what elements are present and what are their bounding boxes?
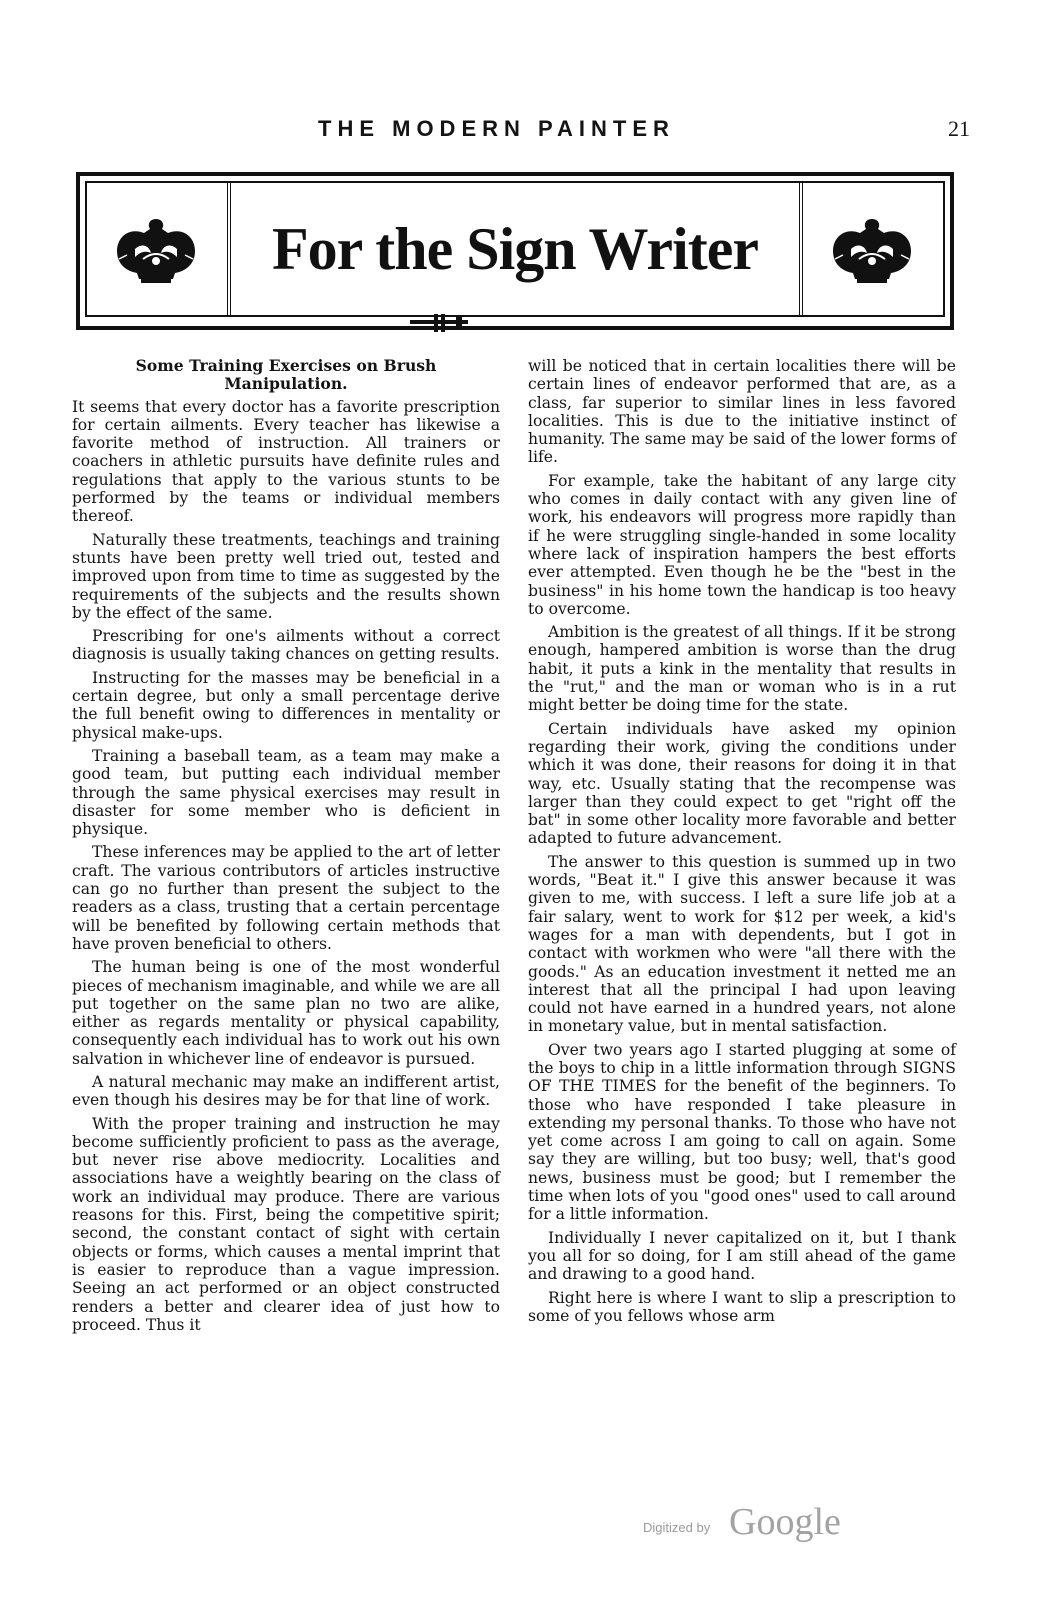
paragraph: will be noticed that in certain localities there will be certain lines of endeavor performed that are, as a class, far superior to similar lines in less favored localities. This is due to the initiative instinct of humanity. The same may be said of the lower forms of life. (528, 357, 956, 467)
paragraph: These inferences may be applied to the art of letter craft. The various contributors of articles instructive can go no further than present the subject to the readers as a class, trusting that a certain percentage will be benefited by following certain methods that have proven beneficial to others. (72, 843, 500, 953)
banner-frame (85, 181, 945, 317)
paragraph: The human being is one of the most wonderful pieces of mechanism imaginable, and while we are all put together on the same plan no two are alike, either as regards mentality or physical capability, consequently each individual has to work out his own salvation in whichever line of endeavor is pursued. (72, 958, 500, 1068)
paragraph: Training a baseball team, as a team may make a good team, but putting each individual member through the same physical exercises may result in disaster for some member who is deficient in physique. (72, 746, 500, 839)
article-left-column (72, 357, 500, 1339)
watermark-prefix: Digitized by (643, 1520, 711, 1535)
watermark-brand: Google (729, 1501, 841, 1543)
paragraph: It seems that every doctor has a favorite prescription for certain ailments. Every teacher has likewise a favorite method of instruction. All trainers or coachers in athletic pursuits have definite rules and regulations that apply to the various stunts to be performed by the teams or individual members thereof. (72, 397, 500, 526)
paragraph: Individually I never capitalized on it, but I thank you all for so doing, for I am still ahead of the game and drawing to a good hand. (528, 1228, 956, 1284)
paragraph: A natural mechanic may make an indifferent artist, even though his desires may be for that line of work. (72, 1072, 500, 1110)
journal-title: THE MODERN PAINTER (318, 116, 675, 141)
ornament-icon (113, 215, 199, 293)
paragraph: The answer to this question is summed up in two words, "Beat it." I give this answer because it was given to me, with success. I left a sure life job at a fair salary, went to work for $12 per week, a kid's wages for a man with dependents, but I got in contact with workmen who were "all there with the goods." As an education investment it netted me an interest that all the principal I had upon leaving could not have earned in a hundred years, not alone in monetary value, but in mental satisfaction. (528, 852, 956, 1036)
section-heading: For the Sign Writer (272, 216, 758, 282)
paragraph: Instructing for the masses may be beneficial in a certain degree, but only a small percentage derive the full benefit owing to differences in mentality or physical make-ups. (72, 668, 500, 742)
article-right-column (528, 357, 956, 1330)
running-head (0, 116, 1062, 146)
paragraph: With the proper training and instruction he may become sufficiently proficient to pass as the average, but never rise above mediocrity. Localities and associations have a weightly bearing on the class of work an individual may produce. There are various reasons for this. First, being the competitive spirit; second, the constant contact of sight with certain objects or forms, which causes a mental imprint that is easier to reproduce than a vague impression. Seeing an act performed or an object constructed renders a better and clearer idea of just how to proceed. Thus it (72, 1114, 500, 1334)
digitized-watermark (643, 1500, 883, 1550)
paragraph: Naturally these treatments, teachings and training stunts have been pretty well tried out, tested and improved upon from time to time as suggested by the requirements of the subjects and the results shown by the effect of the same. (72, 530, 500, 622)
paragraph: Certain individuals have asked my opinion regarding their work, giving the conditions under which it was done, their reasons for doing it in that way, etc. Usually stating that the recompense was larger than they could expect to get "right off the bat" in some other locality more favorable and better adapted to future advancement. (528, 719, 956, 848)
paragraph: Over two years ago I started plugging at some of the boys to chip in a little information through SIGNS OF THE TIMES for the benefit of the beginners. To those who have responded I take pleasure in extending my personal thanks. To those who have not yet come across I am going to call on again. Some say they are willing, but too busy; well, that's good news, business must be good; but I remember the time when lots of you "good ones" used to call around for a little information. (528, 1040, 956, 1224)
ornament-icon (829, 215, 915, 293)
paragraph: Ambition is the greatest of all things. If it be strong enough, hampered ambition is worse than the drug habit, it puts a kink in the mentality that results in the "rut," and the man or woman who is in a rut might better be doing time for the state. (528, 623, 956, 715)
paragraph: For example, take the habitant of any large city who comes in daily contact with any given line of work, his endeavors will progress more rapidly than if he were struggling single-handed in some locality where lack of inspiration hampers the best efforts ever attempted. Even though he be the "best in the business" in his home town the handicap is too heavy to overcome. (528, 471, 956, 618)
banner-right-panel (799, 183, 943, 315)
paragraph: Prescribing for one's ailments without a correct diagnosis is usually taking chances on getting results. (72, 627, 500, 664)
page-number: 21 (948, 116, 970, 141)
banner-left-panel (87, 183, 231, 315)
paragraph: Right here is where I want to slip a prescription to some of you fellows whose arm (528, 1288, 956, 1325)
article-subheading: Some Training Exercises on Brush Manipulation. (135, 356, 437, 394)
section-banner (76, 172, 954, 330)
banner-clasp (410, 314, 468, 332)
